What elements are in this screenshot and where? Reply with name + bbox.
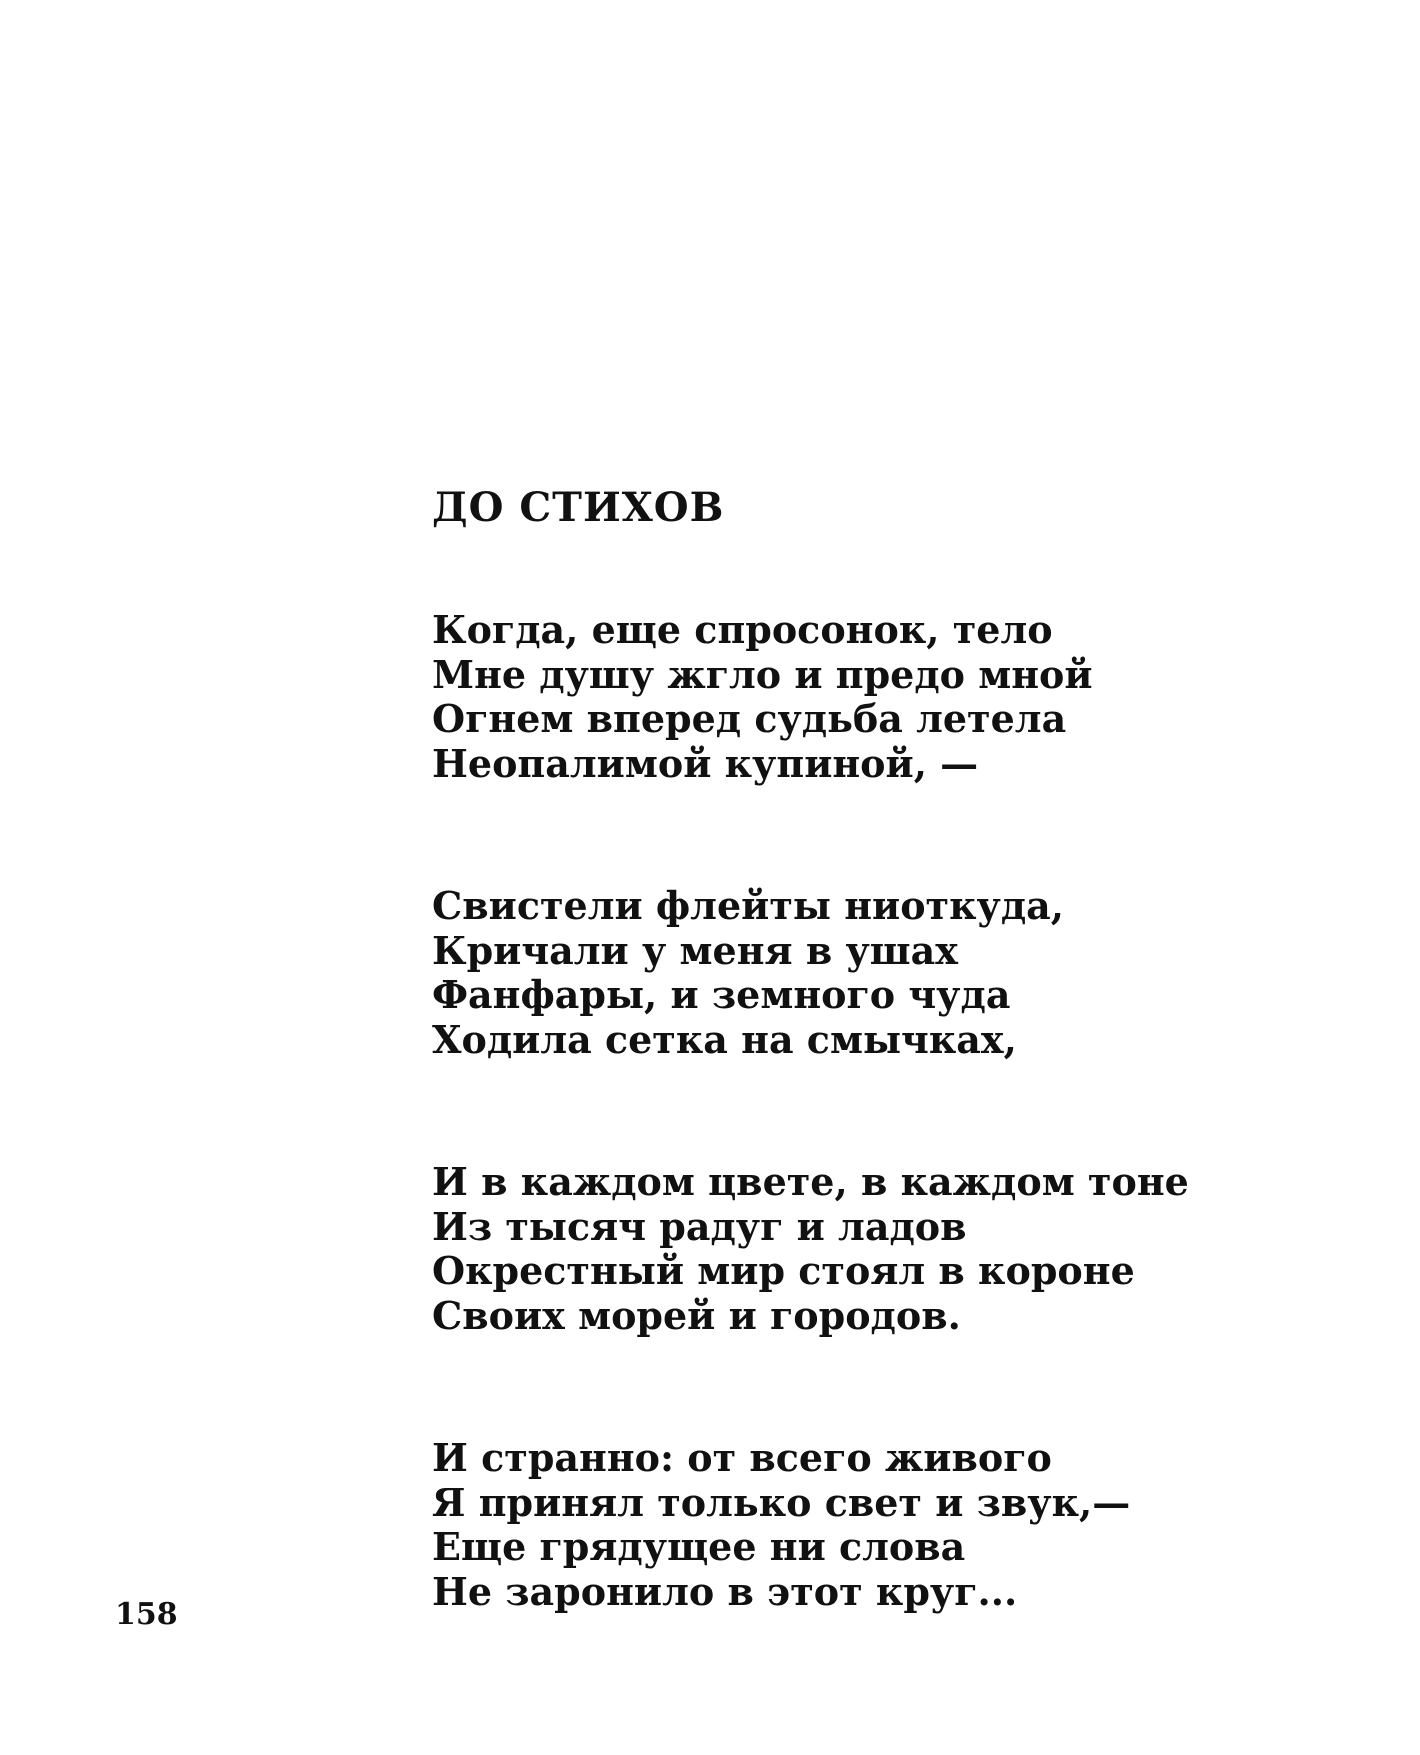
stanza-3 (432, 1160, 1192, 1338)
poem-title: ДО СТИХОВ (432, 484, 725, 531)
stanza-2 (432, 884, 1192, 1062)
poem-line: Еще грядущее ни слова (432, 1524, 966, 1569)
poem-line: Фанфары, и земного чуда (432, 972, 1011, 1017)
poem-line: Из тысяч радуг и ладов (432, 1203, 967, 1249)
poem-line: Окрестный мир стоял в короне (432, 1248, 1135, 1293)
poem-line: Неопалимой купиной, — (432, 740, 979, 786)
poem-line: Огнем вперед судьба летела (432, 696, 1067, 741)
poem-line: Свистели флейты ниоткуда, (432, 883, 1065, 928)
poem-line: Когда, еще спросонок, тело (432, 607, 1053, 652)
poem (432, 484, 1192, 1614)
poem-line: И в каждом цвете, в каждом тоне (432, 1159, 1189, 1204)
poem-line: Я принял только свет и звук,— (432, 1479, 1131, 1525)
poem-line: Кричали у меня в ушах (432, 927, 958, 973)
stanza-1 (432, 608, 1192, 786)
poem-line: И странно: от всего живого (432, 1435, 1052, 1480)
stanza-4 (432, 1436, 1192, 1614)
poem-line: Своих морей и городов. (432, 1292, 961, 1338)
poem-line: Мне душу жгло и предо мной (432, 651, 1093, 697)
page-number: 158 (115, 1597, 178, 1632)
poem-line: Ходила сетка на смычках, (432, 1016, 1017, 1062)
poem-line: Не заронило в этот круг... (432, 1568, 1018, 1614)
